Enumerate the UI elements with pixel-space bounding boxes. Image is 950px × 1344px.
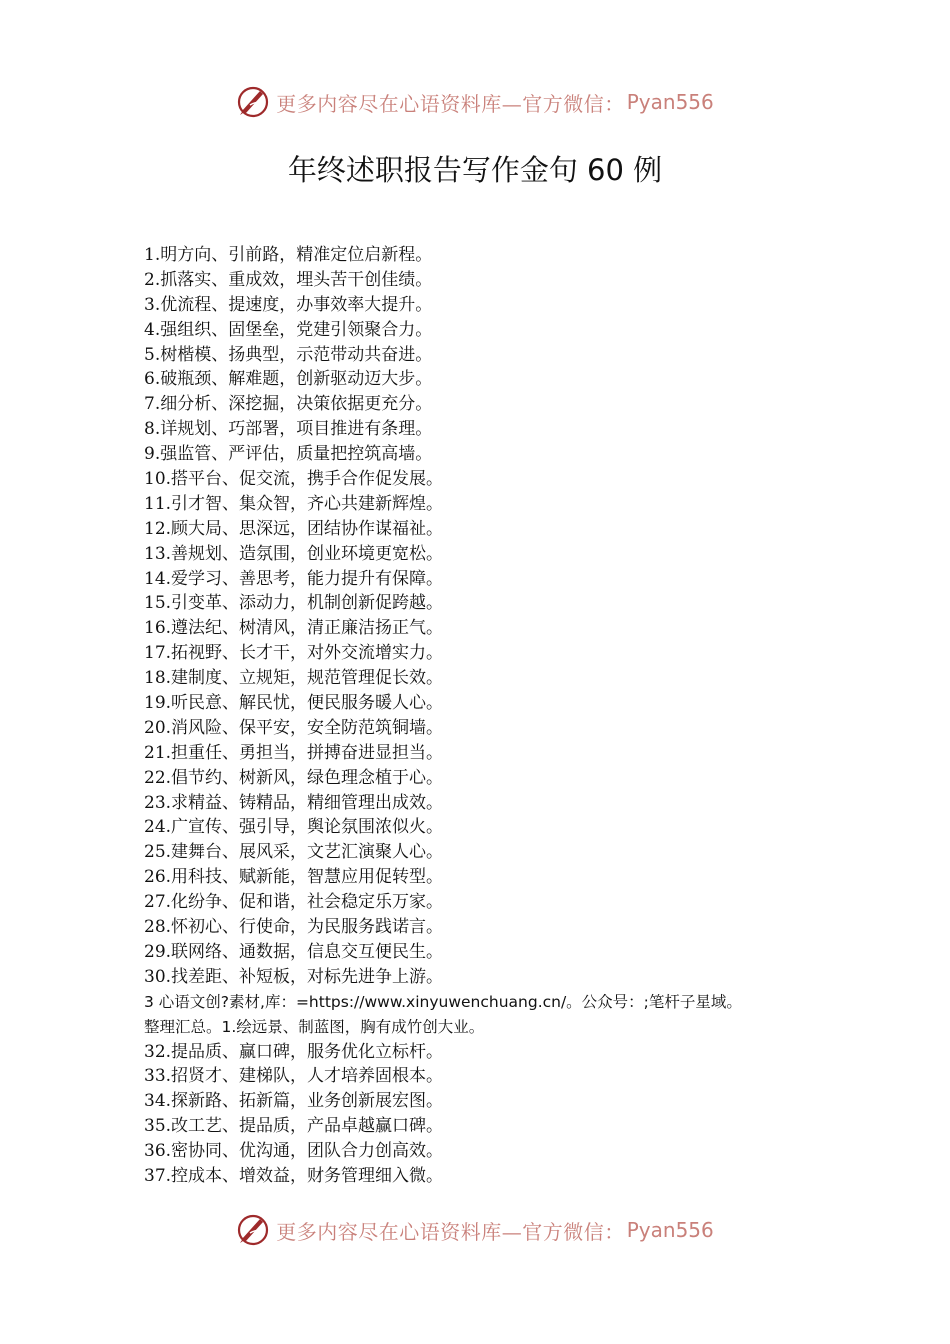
- list-item: 3.优流程、提速度，办事效率大提升。: [144, 294, 433, 315]
- list-item: 29.联网络、通数据，信息交互便民生。: [144, 941, 444, 962]
- list-item: 30.找差距、补短板，对标先进争上游。: [144, 966, 444, 987]
- list-item: 19.听民意、解民忧，便民服务暖人心。: [144, 693, 444, 714]
- list-item: 20.消风险、保平安，安全防范筑铜墙。: [144, 717, 444, 738]
- list-item: 6.破瓶颈、解难题，创新驱动迈大步。: [144, 369, 433, 390]
- banner-wechat-id: Pyan556: [626, 90, 714, 114]
- list-item: 16.遵法纪、树清风，清正廉洁扬正气。: [144, 618, 444, 639]
- list-item: 34.探新路、拓新篇，业务创新展宏图。: [144, 1091, 444, 1112]
- list-item: 27.化纷争、促和谐，社会稳定乐万家。: [144, 892, 444, 913]
- quote-list: [144, 243, 844, 1189]
- list-item: 17.拓视野、长才干，对外交流增实力。: [144, 643, 444, 664]
- list-item: 36.密协同、优沟通，团队合力创高效。: [144, 1141, 444, 1162]
- list-item: 21.担重任、勇担当，拼搏奋进显担当。: [144, 742, 444, 763]
- list-item: 24.广宣传、强引导，舆论氛围浓似火。: [144, 817, 444, 838]
- list-item: 13.善规划、造氛围，创业环境更宽松。: [144, 543, 444, 564]
- list-item: 1.明方向、引前路，精准定位启新程。: [144, 245, 433, 265]
- list-item: 23.求精益、铸精品，精细管理出成效。: [144, 792, 444, 813]
- quill-pen-logo-icon: [236, 1213, 270, 1247]
- list-item: 18.建制度、立规矩，规范管理促长效。: [144, 668, 444, 689]
- list-item: 33.招贤才、建梯队，人才培养固根本。: [144, 1066, 444, 1087]
- list-item: 10.搭平台、促交流，携手合作促发展。: [144, 469, 444, 490]
- list-item: 12.顾大局、思深远，团结协作谋福祉。: [144, 518, 444, 539]
- footer-banner: [0, 1210, 950, 1250]
- list-item: 25.建舞台、展风采，文艺汇演聚人心。: [144, 842, 444, 863]
- list-item: 22.倡节约、树新风，绿色理念植于心。: [144, 767, 444, 788]
- list-item: 15.引变革、添动力，机制创新促跨越。: [144, 593, 444, 614]
- list-item: 2.抓落实、重成效，埋头苦干创佳绩。: [144, 269, 433, 290]
- list-item: 37.控成本、增效益，财务管理细入微。: [144, 1165, 444, 1186]
- list-item: 8.详规划、巧部署，项目推进有条理。: [144, 419, 433, 440]
- list-item: 14.爱学习、善思考，能力提升有保障。: [144, 568, 444, 589]
- list-item: 7.细分析、深挖掘，决策依据更充分。: [144, 394, 433, 415]
- quill-pen-logo-icon: [236, 85, 270, 119]
- banner-text: 更多内容尽在心语资料库—官方微信：: [276, 1219, 625, 1244]
- source-note-line: 3 心语文创?素材,库：=https://www.xinyuwenchuang.cn/。公众号：;笔杆子星域。: [144, 992, 742, 1011]
- list-item: 9.强监管、严评估，质量把控筑高墙。: [144, 444, 433, 465]
- header-banner: [0, 82, 950, 122]
- list-item: 26.用科技、赋新能，智慧应用促转型。: [144, 867, 444, 888]
- list-item: 35.改工艺、提品质，产品卓越赢口碑。: [144, 1116, 444, 1137]
- list-item: 11.引才智、集众智，齐心共建新辉煌。: [144, 493, 444, 514]
- list-item: 4.强组织、固堡垒，党建引领聚合力。: [144, 319, 433, 340]
- list-item: 28.怀初心、行使命，为民服务践诺言。: [144, 917, 444, 938]
- list-item: 32.提品质、赢口碑，服务优化立标杆。: [144, 1041, 444, 1062]
- page-title: 年终述职报告写作金句 60 例: [287, 153, 663, 187]
- list-item: 5.树楷模、扬典型，示范带动共奋进。: [144, 344, 433, 365]
- banner-text: 更多内容尽在心语资料库—官方微信：: [276, 91, 625, 116]
- source-note-line: 整理汇总。1.绘远景、制蓝图，胸有成竹创大业。: [144, 1017, 485, 1036]
- banner-wechat-id: Pyan556: [626, 1218, 714, 1242]
